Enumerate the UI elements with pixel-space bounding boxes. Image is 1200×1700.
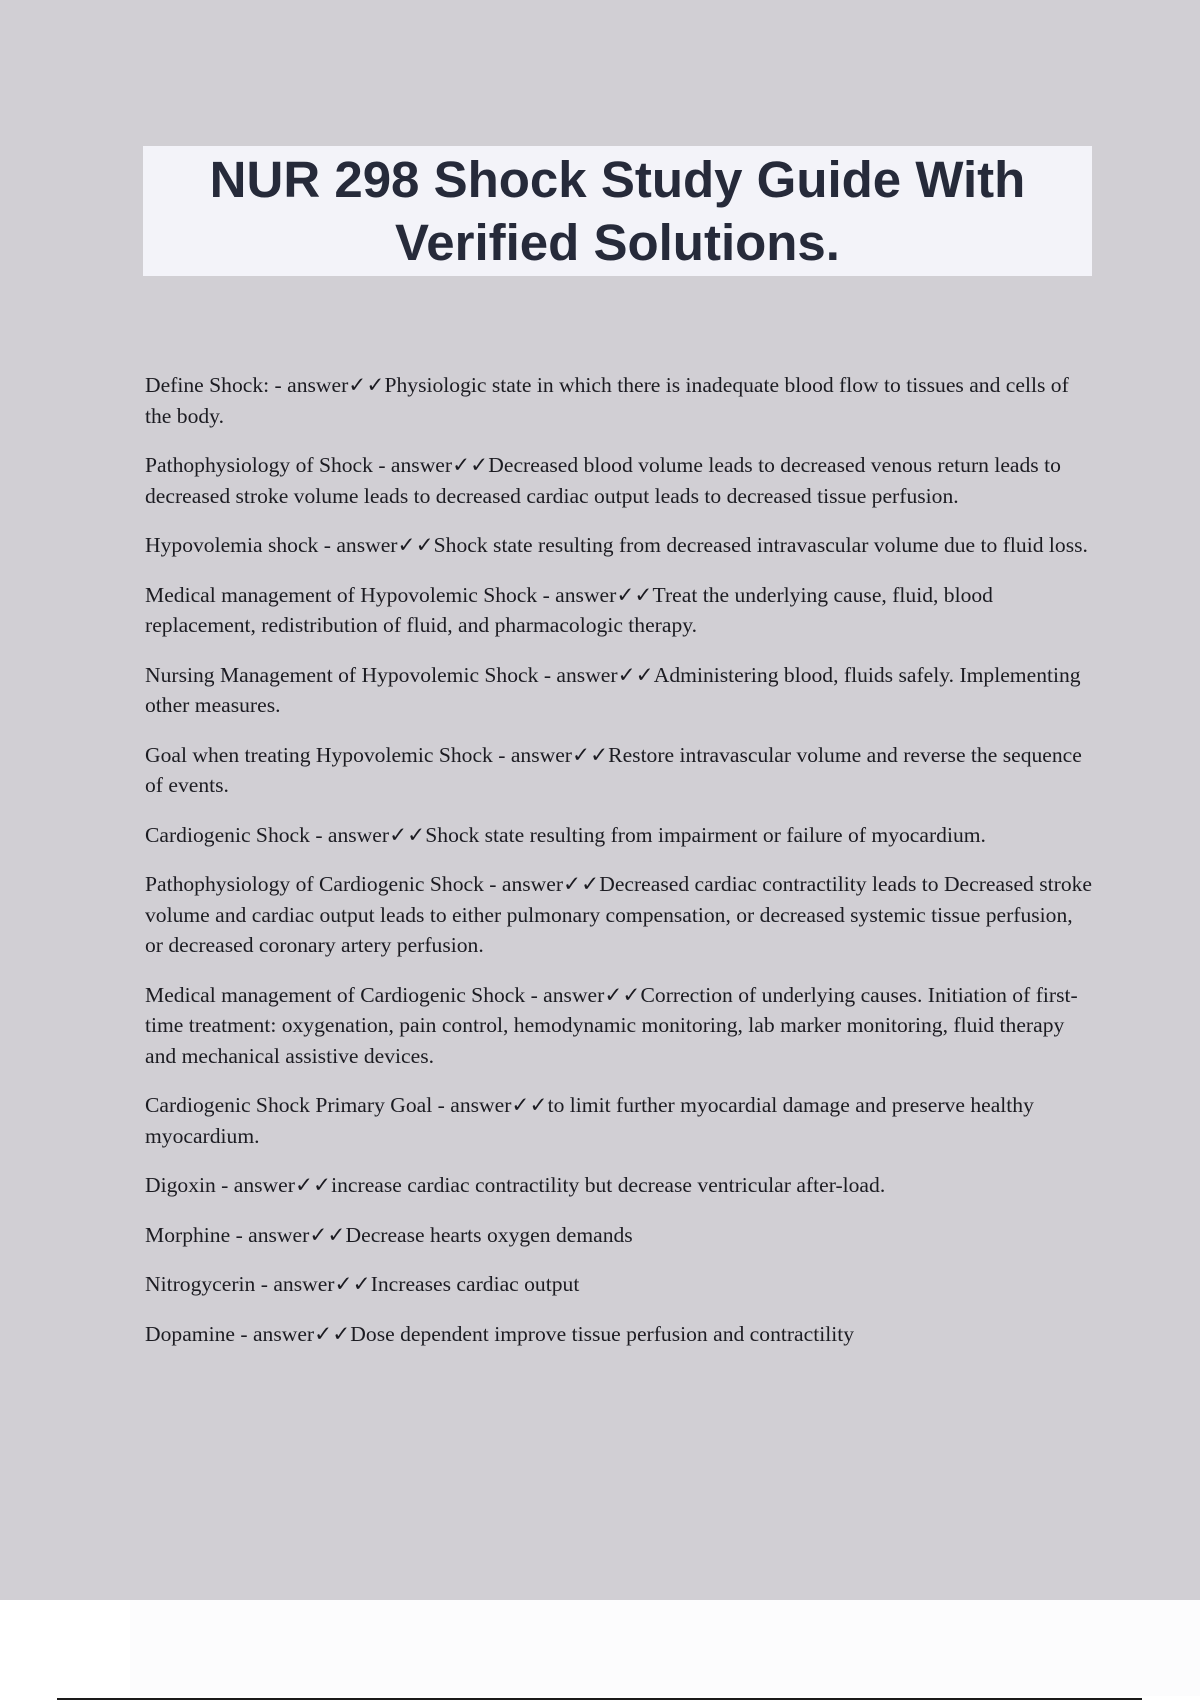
qa-answer: to limit further myocardial damage and preserve healthy myocardium. (145, 1093, 1034, 1148)
qa-item (145, 1319, 1093, 1350)
qa-separator: - answer (525, 982, 605, 1007)
double-checkmark-icon: ✓✓ (571, 742, 609, 767)
qa-separator: - answer (309, 822, 390, 847)
qa-separator: - answer (537, 582, 617, 607)
qa-answer: Decreased cardiac contractility leads to Decreased stroke volume and cardiac output leads to either pulmonary compensation, or decreased systemic tissue perfusion, or decreased coronary artery perfusion. (145, 872, 1093, 957)
qa-item (145, 1220, 1093, 1251)
qa-answer: Treat the underlying cause, fluid, blood replacement, redistribution of fluid, and pharmacologic therapy. (145, 582, 993, 637)
qa-item (145, 450, 1093, 511)
double-checkmark-icon: ✓✓ (334, 1272, 371, 1296)
qa-answer: Shock state resulting from impairment or failure of myocardium. (425, 822, 986, 847)
qa-separator: - answer (372, 453, 453, 477)
qa-answer: Administering blood, fluids safely. Implementing other measures. (145, 662, 1081, 717)
qa-term: Medical management of Hypovolemic Shock (145, 582, 538, 607)
qa-list (145, 370, 1093, 1368)
qa-separator: - answer (318, 533, 398, 557)
qa-separator: - answer (483, 872, 564, 896)
qa-term: Morphine (145, 1222, 231, 1247)
qa-item (145, 980, 1093, 1072)
qa-item (145, 1170, 1093, 1201)
qa-item (145, 740, 1093, 801)
qa-answer: Physiologic state in which there is inadequate blood flow to tissues and cells of the body. (145, 373, 1069, 428)
double-checkmark-icon: ✓✓ (604, 982, 641, 1007)
double-checkmark-icon: ✓✓ (309, 1222, 346, 1247)
qa-item (145, 820, 1093, 851)
double-checkmark-icon: ✓✓ (389, 822, 426, 847)
qa-term: Define Shock: (145, 373, 270, 397)
qa-term: Cardiogenic Shock (145, 822, 310, 847)
double-checkmark-icon: ✓✓ (314, 1321, 351, 1346)
qa-term: Nitrogycerin (145, 1272, 256, 1296)
qa-answer: increase cardiac contractility but decrease ventricular after-load. (331, 1173, 886, 1197)
qa-term: Hypovolemia shock (145, 533, 319, 557)
qa-item (145, 370, 1093, 431)
qa-separator: - answer (538, 662, 618, 687)
qa-item (145, 1090, 1093, 1151)
qa-term: Nursing Management of Hypovolemic Shock (145, 662, 539, 687)
qa-separator: - answer (230, 1222, 310, 1247)
qa-term: Pathophysiology of Cardiogenic Shock (145, 872, 484, 896)
double-checkmark-icon: ✓✓ (563, 872, 600, 896)
qa-term: Dopamine (145, 1321, 235, 1346)
qa-item (145, 1269, 1093, 1300)
qa-answer: Dose dependent improve tissue perfusion and contractility (350, 1321, 855, 1346)
qa-answer: Restore intravascular volume and reverse the sequence of events. (145, 742, 1082, 797)
qa-term: Medical management of Cardiogenic Shock (145, 982, 526, 1007)
footer-band (130, 1600, 1200, 1696)
qa-term: Digoxin (145, 1173, 216, 1197)
double-checkmark-icon: ✓✓ (616, 582, 653, 607)
qa-separator: - answer (492, 742, 572, 767)
qa-separator: - answer (269, 373, 349, 397)
title-banner (143, 146, 1092, 276)
qa-separator: - answer (215, 1173, 295, 1197)
double-checkmark-icon: ✓✓ (348, 373, 385, 397)
qa-answer: Decreased blood volume leads to decreased venous return leads to decreased stroke volume leads to decreased cardiac output leads to decreased tissue perfusion. (145, 453, 1061, 508)
qa-answer: Decrease hearts oxygen demands (345, 1222, 633, 1247)
qa-separator: - answer (234, 1321, 315, 1346)
double-checkmark-icon: ✓✓ (617, 662, 654, 687)
qa-term: Pathophysiology of Shock (145, 453, 373, 477)
qa-item (145, 580, 1093, 641)
page-title: NUR 298 Shock Study Guide With Verified Solutions. (209, 151, 1026, 271)
double-checkmark-icon: ✓✓ (397, 533, 434, 557)
qa-term: Cardiogenic Shock Primary Goal (145, 1093, 433, 1117)
qa-answer: Shock state resulting from decreased intravascular volume due to fluid loss. (433, 533, 1088, 557)
qa-separator: - answer (432, 1093, 512, 1117)
qa-separator: - answer (255, 1272, 335, 1296)
double-checkmark-icon: ✓✓ (294, 1173, 332, 1197)
qa-item (145, 530, 1093, 561)
qa-item (145, 660, 1093, 721)
double-checkmark-icon: ✓✓ (511, 1093, 548, 1117)
qa-answer: Correction of underlying causes. Initiation of first-time treatment: oxygenation, pain control, hemodynamic monitoring, lab marker monitoring, fluid therapy and mechanical assistive devices. (145, 982, 1078, 1068)
double-checkmark-icon: ✓✓ (452, 453, 489, 477)
qa-item (145, 869, 1093, 961)
qa-answer: Increases cardiac output (370, 1272, 580, 1296)
qa-term: Goal when treating Hypovolemic Shock (145, 742, 493, 767)
